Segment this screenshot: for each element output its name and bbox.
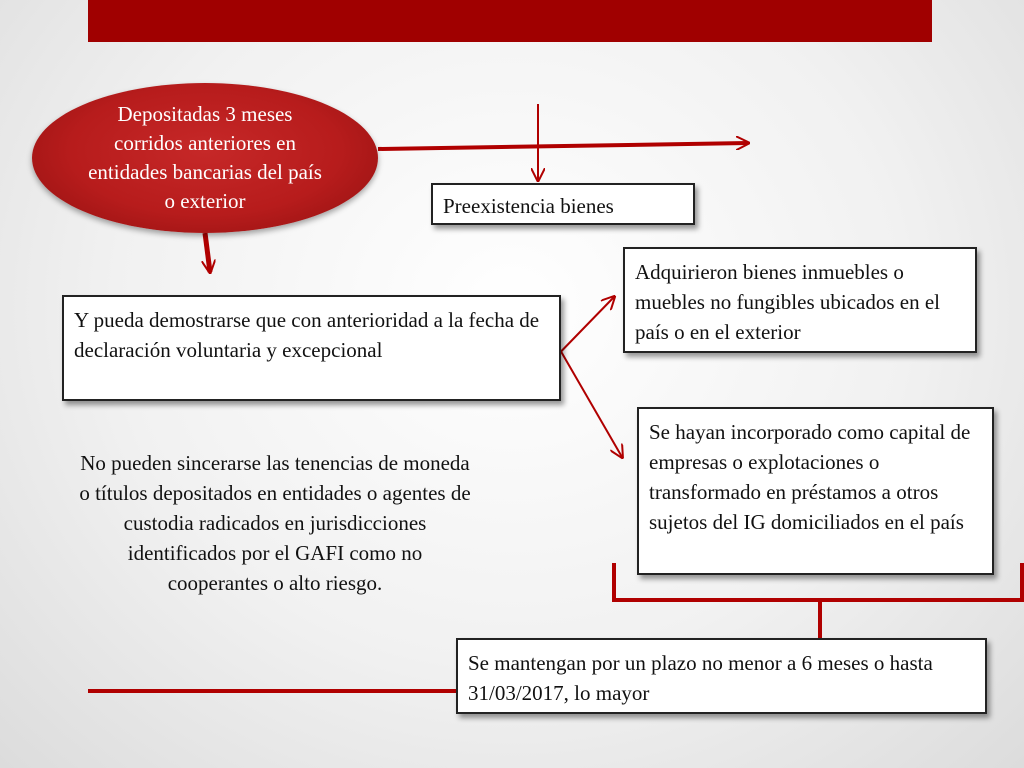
adquirieron-box bbox=[623, 247, 977, 353]
preexistencia-text: Preexistencia bienes bbox=[443, 194, 614, 218]
demostrarse-box bbox=[62, 295, 561, 401]
no-pueden-text: No pueden sincerarse las tenencias de moneda o títulos depositados en entidades o agentes de custodia radicados en jurisdicciones identificados por el GAFI como no cooperantes o alto riesgo. bbox=[79, 451, 471, 595]
arrow-oval-right bbox=[378, 143, 748, 149]
mantengan-box bbox=[456, 638, 987, 714]
arrow-to-incorporado bbox=[559, 348, 622, 457]
mantengan-text: Se mantengan por un plazo no menor a 6 meses o hasta 31/03/2017, lo mayor bbox=[468, 651, 933, 705]
incorporado-box bbox=[637, 407, 994, 575]
preexistencia-box bbox=[431, 183, 695, 225]
arrow-oval-down bbox=[205, 233, 210, 272]
adquirieron-text: Adquirieron bienes inmuebles o muebles no fungibles ubicados en el país o en el exterior bbox=[635, 260, 941, 344]
oval-text: Depositadas 3 meses corridos anteriores en entidades bancarias del país o exterior bbox=[88, 102, 322, 213]
incorporado-text: Se hayan incorporado como capital de empresas o explotaciones o transformado en préstamos a otros sujetos del IG domiciliados en el país bbox=[649, 420, 971, 534]
demostrarse-text: Y pueda demostrarse que con anterioridad a la fecha de declaración voluntaria y excepcional bbox=[74, 308, 540, 362]
deposit-oval bbox=[32, 83, 378, 233]
